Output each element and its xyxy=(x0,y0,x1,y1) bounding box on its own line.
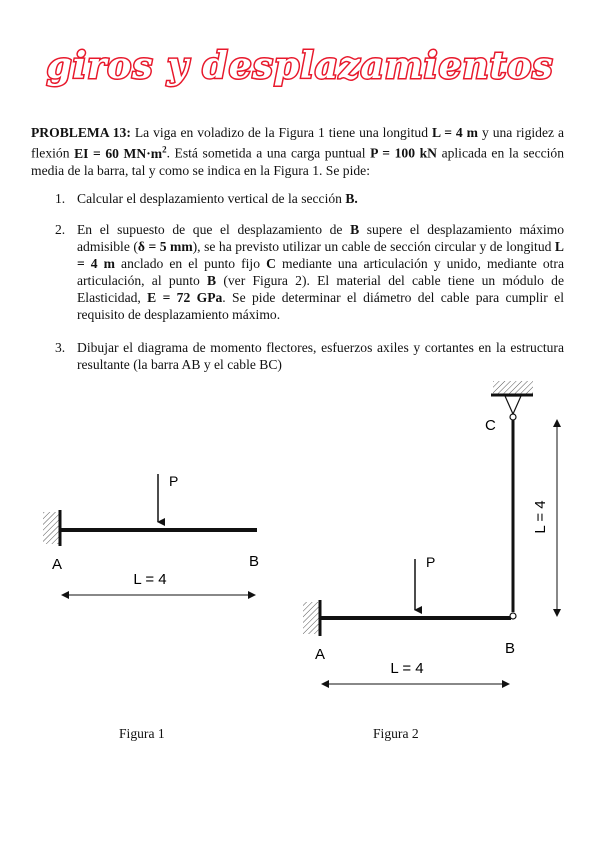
item-text: . Se pide determinar el diámetro del cable para cumplir el requisito de desplazamiento máximo. xyxy=(77,290,564,322)
fixed-support-hatch xyxy=(303,602,319,634)
rigidity-exponent: 2 xyxy=(162,144,167,154)
item-number: 1. xyxy=(55,191,66,206)
figure-1 xyxy=(19,452,289,622)
item-text: Calcular el desplazamiento vertical de la sección xyxy=(77,191,346,206)
problem-text: aplicada en la sección media de la barra, tal y como se indica en la Figura 1. Se pide: xyxy=(31,145,565,178)
horizontal-dimension-label: L = 4 xyxy=(390,660,424,677)
point-a-label: A xyxy=(315,646,326,663)
load-label: P xyxy=(426,554,436,570)
list-item xyxy=(31,190,564,207)
item-bold: δ = 5 mm xyxy=(137,239,193,254)
item-bold: L = 4 m xyxy=(77,239,564,271)
problem-label: PROBLEMA 13: xyxy=(31,125,131,140)
figure-2-caption: Figura 2 xyxy=(373,726,419,741)
item-text: ), se ha previsto utilizar un cable de sección circular y de longitud xyxy=(192,239,555,254)
item-text: supere el desplazamiento máximo admisible ( xyxy=(77,222,565,254)
item-text: Dibujar el diagrama de momento flectores, esfuerzos axiles y cortantes en la estructura resultante (la barra AB y el cable BC) xyxy=(77,340,564,372)
page-title xyxy=(0,30,600,100)
item-text: anclado en el punto fijo xyxy=(114,256,267,271)
list-item xyxy=(31,339,564,373)
item-text: mediante una articulación y unido, mediante otra articulación, al punto xyxy=(77,256,564,288)
dimension-label: L = 4 xyxy=(133,571,167,588)
document-page xyxy=(19,112,581,755)
item-bold: C xyxy=(266,256,276,271)
point-b-label: B xyxy=(505,640,516,657)
load-value: P = 100 kN xyxy=(370,145,437,161)
figure-1-caption: Figura 1 xyxy=(119,726,165,741)
problem-statement xyxy=(31,124,564,179)
problem-text: y una rigidez a flexión xyxy=(31,125,565,161)
problem-text: La viga en voladizo de la Figura 1 tiene una longitud xyxy=(130,125,432,140)
list-item xyxy=(31,221,564,323)
item-bold: B. xyxy=(345,191,358,206)
vertical-dimension-label: L = 4 xyxy=(532,500,549,534)
title-text: giros y desplazamientos xyxy=(46,45,554,87)
hinge-b xyxy=(510,613,516,619)
rigidity-value xyxy=(74,146,166,161)
figure-2 xyxy=(289,376,581,696)
point-c-label: C xyxy=(485,417,496,434)
fixed-support-hatch xyxy=(43,512,59,544)
pin-support-hatch xyxy=(493,381,533,394)
question-list xyxy=(31,190,564,389)
point-b-label: B xyxy=(249,553,260,570)
item-number: 3. xyxy=(55,340,66,355)
item-bold: B xyxy=(207,273,217,288)
item-bold: E = 72 GPa xyxy=(147,290,223,305)
item-text: En el supuesto de que el desplazamiento de xyxy=(77,222,351,237)
item-bold: B xyxy=(350,222,360,237)
item-number: 2. xyxy=(55,222,66,237)
pin-support-triangle xyxy=(505,396,521,414)
length-value: L = 4 m xyxy=(431,125,478,140)
item-text: (ver Figura 2). El material del cable tiene un módulo de Elasticidad, xyxy=(77,273,564,305)
load-label: P xyxy=(169,473,179,489)
hinge-c xyxy=(510,414,516,420)
point-a-label: A xyxy=(52,556,63,573)
rigidity-text: EI = 60 MN·m xyxy=(74,145,163,161)
problem-text: . Está sometida a una carga puntual xyxy=(166,145,371,161)
